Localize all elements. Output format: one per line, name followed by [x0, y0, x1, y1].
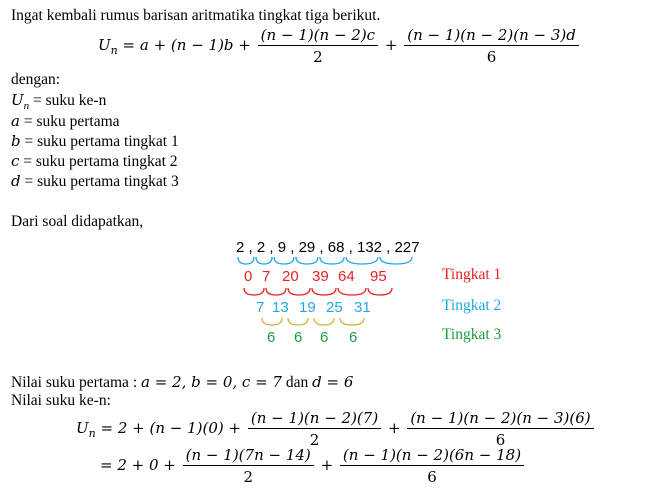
tingkat3-value: 6 [267, 329, 276, 346]
tingkat3-label: Tingkat 3 [442, 326, 502, 343]
definition-text: = suku ke-n [29, 92, 107, 109]
tingkat1-label: Tingkat 1 [442, 266, 502, 283]
tingkat2-row [256, 299, 371, 316]
nilai-pertama-prefix: Nilai suku pertama : [11, 374, 141, 391]
sequence-row: 2 , 2 , 9 , 29 , 68 , 132 , 227 [236, 239, 420, 256]
bracket-red [368, 288, 392, 295]
formula-eq: = a + (n − 1)b + [122, 36, 251, 54]
formula-lhs: U [98, 36, 111, 54]
result-formula-2 [100, 446, 526, 486]
result2-frac2 [340, 446, 524, 486]
sequence-term: 29 [298, 239, 316, 256]
nilai-ke-n-label: Nilai suku ke-n: [11, 392, 111, 409]
tingkat1-value: 39 [312, 268, 329, 285]
bracket-blue [346, 257, 378, 264]
tingkat1-value: 0 [244, 268, 253, 285]
definition-symbol: c [11, 152, 20, 170]
definition-text: = suku pertama tingkat 3 [20, 173, 179, 190]
bracket-yellow [288, 318, 308, 325]
bracket-blue [274, 257, 294, 264]
definition-symbol: d [11, 172, 21, 190]
nilai-pertama-line [11, 373, 353, 392]
tingkat2-value: 31 [354, 299, 371, 316]
result2-frac2-num: (n − 1)(n − 2)(6n − 18) [340, 446, 524, 466]
intro-text: Ingat kembali rumus barisan aritmatika tingkat tiga berikut. [11, 7, 381, 24]
dari-soal-text: Dari soal didapatkan, [11, 213, 144, 230]
tingkat2-value: 25 [326, 299, 343, 316]
tingkat1-row [244, 268, 387, 285]
result1-plus: + [387, 419, 401, 437]
definition-text: = suku pertama tingkat 1 [20, 133, 179, 150]
bracket-blue [380, 257, 412, 264]
tingkat2-value: 13 [272, 299, 289, 316]
bracket-blue [296, 257, 318, 264]
definition-text: = suku pertama [19, 113, 120, 130]
result2-plus: + [320, 456, 334, 474]
result1-lhs-sub: n [88, 427, 96, 440]
tingkat1-value: 7 [262, 268, 271, 285]
formula-frac1-num: (n − 1)(n − 2)c [258, 26, 378, 46]
bracket-blue [238, 257, 254, 264]
nilai-pertama-d: d = 6 [312, 373, 354, 391]
result-formula-1 [76, 409, 596, 449]
result1-frac1-num: (n − 1)(n − 2)(7) [248, 409, 381, 429]
tingkat1-value: 95 [370, 268, 387, 285]
definition-symbol: b [11, 132, 21, 150]
tingkat2-value: 19 [299, 299, 316, 316]
bracket-red [266, 288, 286, 295]
result1-lhs: U [76, 419, 89, 437]
definition-sub: n [23, 100, 30, 113]
nilai-pertama-abc: a = 2, b = 0, c = 7 [141, 373, 282, 391]
bracket-red [288, 288, 310, 295]
bracket-red [338, 288, 366, 295]
formula-frac2-num: (n − 1)(n − 2)(n − 3)d [404, 26, 579, 46]
tingkat3-row [267, 329, 357, 346]
result2-frac1-den: 2 [243, 468, 253, 486]
result1-frac2 [407, 409, 593, 449]
sequence-term: 2 [236, 239, 245, 256]
sequence-term: 227 [394, 239, 420, 256]
tingkat3-value: 6 [320, 329, 329, 346]
result1-eq: = 2 + (n − 1)(0) + [100, 419, 242, 437]
result2-frac2-den: 6 [427, 468, 437, 486]
result1-frac2-den: 6 [495, 431, 506, 449]
sequence-term: 132 [356, 239, 383, 256]
formula-plus: + [384, 36, 398, 54]
nilai-pertama-dan: dan [281, 374, 313, 391]
bracket-red [244, 288, 264, 295]
sequence-term: 68 [327, 239, 345, 256]
bracket-yellow [314, 318, 334, 325]
sequence-term: 9 [277, 239, 287, 256]
tingkat2-value: 7 [256, 299, 265, 316]
dengan-label: dengan: [11, 71, 61, 88]
tingkat1-value: 20 [282, 268, 299, 285]
tingkat1-value: 64 [338, 268, 355, 285]
bracket-blue [256, 257, 272, 264]
definition-symbol: U [11, 91, 24, 109]
result2-eq: = 2 + 0 + [100, 456, 176, 474]
result1-frac1 [248, 409, 381, 449]
bracket-red [312, 288, 336, 295]
result2-frac1-num: (n − 1)(7n − 14) [183, 446, 314, 466]
formula-lhs-sub: n [110, 44, 118, 57]
tingkat3-value: 6 [294, 329, 303, 346]
definition-symbol: a [11, 112, 20, 130]
sequence-term: 2 [256, 239, 266, 256]
result2-frac1 [183, 446, 314, 486]
bracket-yellow [262, 318, 282, 325]
bracket-yellow [340, 318, 364, 325]
formula-frac1-den: 2 [313, 48, 323, 66]
tingkat2-label: Tingkat 2 [442, 297, 502, 314]
bracket-blue [320, 257, 344, 264]
definition-text: = suku pertama tingkat 2 [19, 153, 178, 170]
tingkat3-value: 6 [349, 329, 358, 346]
result1-frac1-den: 2 [309, 431, 320, 449]
result1-frac2-num: (n − 1)(n − 2)(n − 3)(6) [407, 409, 593, 429]
formula-frac2-den: 6 [486, 48, 497, 66]
